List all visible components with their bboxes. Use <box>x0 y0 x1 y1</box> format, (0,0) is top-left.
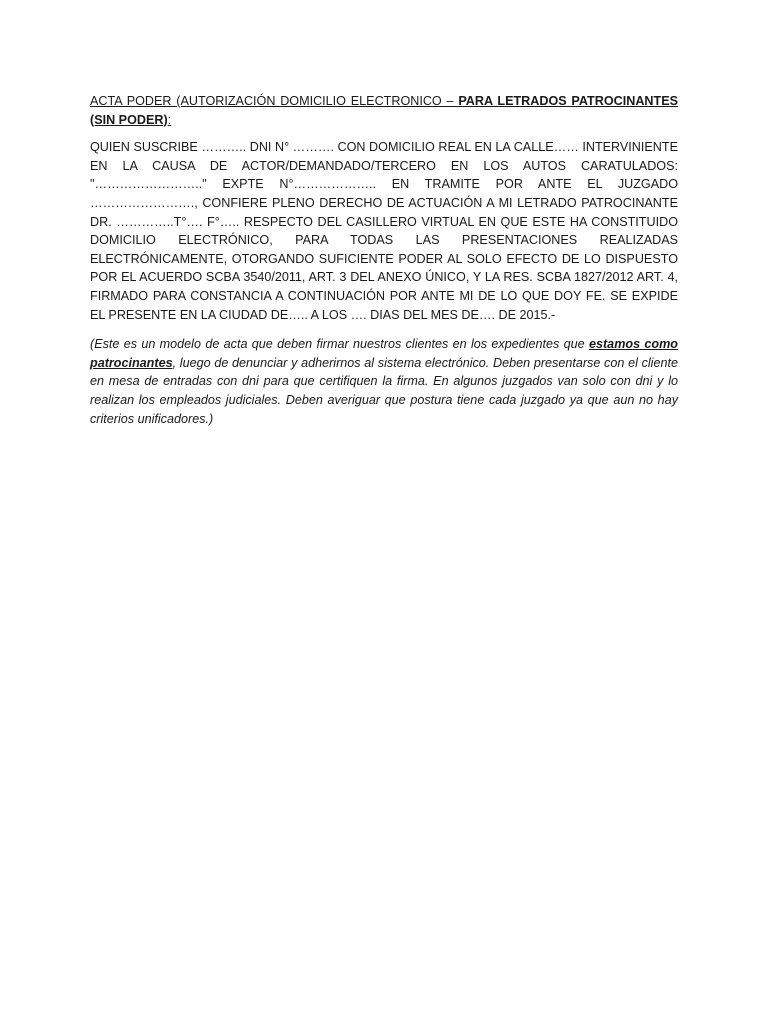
title-bold: PARA LETRADOS PATROCINANTES (SIN PODER) <box>90 94 679 127</box>
title-prefix: ACTA PODER (AUTORIZACIÓN DOMICILIO ELECTRONICO – <box>90 94 459 108</box>
title-suffix: : <box>167 112 172 127</box>
note-after: , luego de denunciar y adherirnos al sistema electrónico. Deben presentarse con el cliente en mesa de entradas con dni para que certifiquen la firma. En algunos juzgados van solo con dni y lo realizan los empleados judiciales. Deben averiguar que postura tiene cada juzgado ya que aun no hay criterios unificadores.) <box>90 355 678 426</box>
document-content <box>90 92 678 438</box>
document-body: QUIEN SUSCRIBE ……….. DNI N° ………. CON DOMICILIO REAL EN LA CALLE…… INTERVINIENTE EN LA CAUSA DE ACTOR/DEMANDADO/TERCERO EN LOS AUTOS CARATULADOS: "…………………….." EXPTE N°……………….. EN TRAMITE POR ANTE EL JUZGADO ……………………., CONFIERE PLENO DERECHO DE ACTUACIÓN A MI LETRADO PATROCINANTE DR. …………..T°…. F°….. RESPECTO DEL CASILLERO VIRTUAL EN QUE ESTE HA CONSTITUIDO DOMICILIO ELECTRÓNICO, PARA TODAS LAS PRESENTACIONES REALIZADAS ELECTRÓNICAMENTE, OTORGANDO SUFICIENTE PODER AL SOLO EFECTO DE LO DISPUESTO POR EL ACUERDO SCBA 3540/2011, ART. 3 DEL ANEXO ÚNICO, Y LA RES. SCBA 1827/2012 ART. 4, FIRMADO PARA CONSTANCIA A CONTINUACIÓN POR ANTE MI DE LO QUE DOY FE. SE EXPIDE EL PRESENTE EN LA CIUDAD DE….. A LOS …. DIAS DEL MES DE…. DE 2015.- <box>90 140 678 322</box>
note-before: (Este es un modelo de acta que deben firmar nuestros clientes en los expedientes que <box>90 337 589 352</box>
document-title <box>90 92 678 129</box>
document-note <box>90 335 678 428</box>
note-emphasis: estamos como patrocinantes <box>90 337 678 370</box>
